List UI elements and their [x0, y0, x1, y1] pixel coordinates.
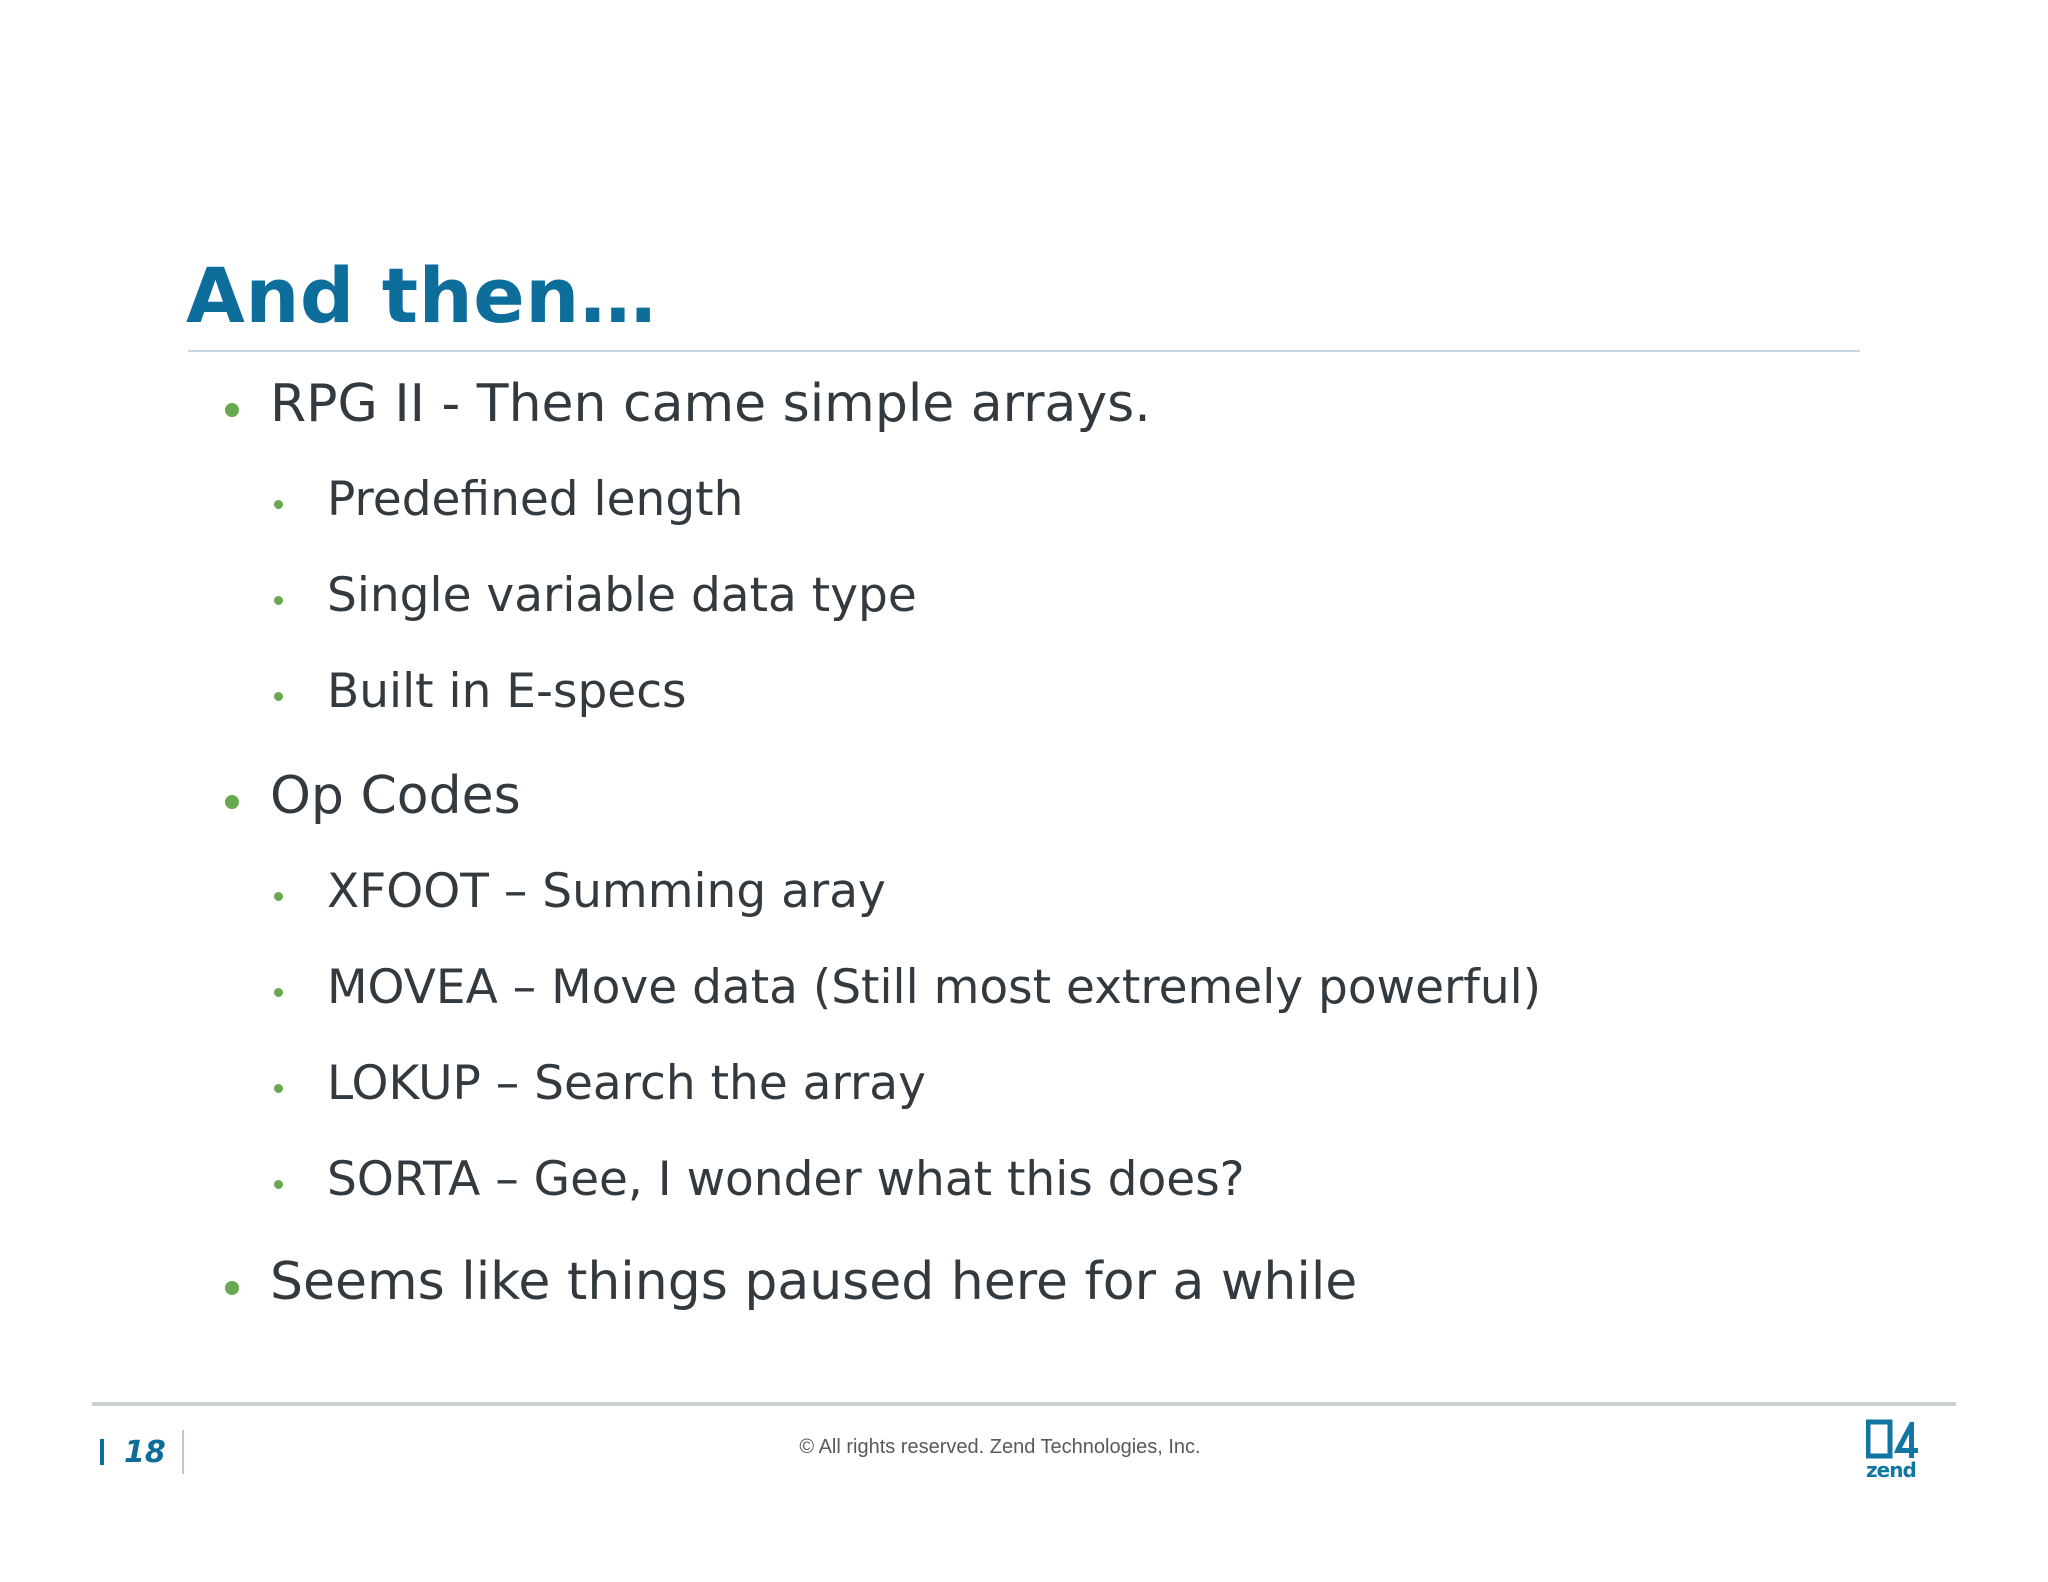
bullet-text: Op Codes	[270, 766, 521, 826]
footer-divider	[92, 1402, 1956, 1406]
zend-logo-mark	[1866, 1418, 1920, 1460]
bullet-dot-icon	[274, 500, 283, 509]
title-divider	[188, 350, 1860, 352]
zend-logo-icon	[1866, 1418, 1920, 1482]
bullet-text: Seems like things paused here for a while	[270, 1252, 1358, 1312]
bullet-text: SORTA – Gee, I wonder what this does?	[327, 1152, 1245, 1207]
bullet-dot-icon	[274, 988, 283, 997]
bullet-dot-icon	[225, 795, 239, 809]
zend-logo-text: zend	[1866, 1458, 1916, 1482]
bullet-dot-icon	[274, 892, 283, 901]
bullet-text: LOKUP – Search the array	[327, 1056, 926, 1111]
bullet-text: MOVEA – Move data (Still most extremely powerful)	[327, 960, 1542, 1015]
bullet-dot-icon	[274, 692, 283, 701]
page-number: 18	[124, 1434, 166, 1470]
bullet-text: Built in E-specs	[327, 664, 687, 719]
slide-title: And then…	[186, 251, 657, 340]
bullet-text: XFOOT – Summing aray	[327, 864, 886, 919]
bullet-dot-icon	[274, 1084, 283, 1093]
bullet-text: Single variable data type	[327, 568, 917, 623]
bullet-dot-icon	[225, 1281, 239, 1295]
bullet-dot-icon	[225, 403, 239, 417]
bullet-text: RPG II - Then came simple arrays.	[270, 374, 1151, 434]
bullet-text: Predefined length	[327, 472, 744, 527]
copyright-text: © All rights reserved. Zend Technologies, Inc.	[799, 1436, 1201, 1458]
bullet-dot-icon	[274, 596, 283, 605]
bullet-dot-icon	[274, 1180, 283, 1189]
